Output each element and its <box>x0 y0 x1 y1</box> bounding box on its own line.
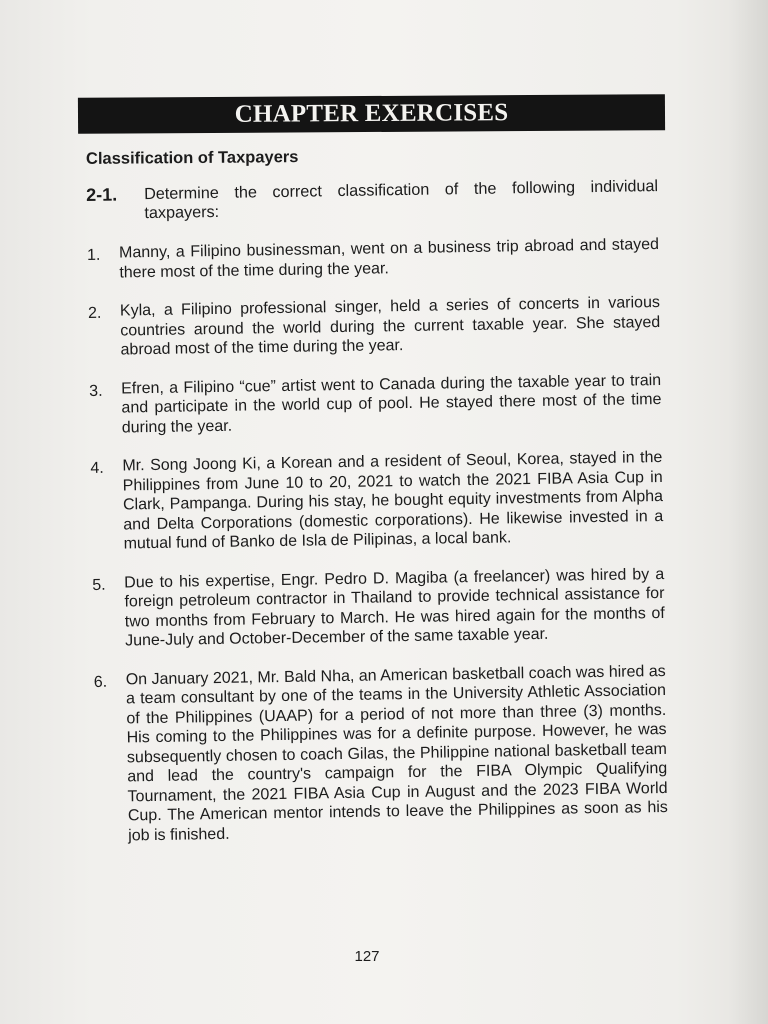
exercise-number: 2-1. <box>85 184 118 205</box>
item-text: Due to his expertise, Engr. Pedro D. Magiba (a freelancer) was hired by a foreign petroleum contractor in Thailand to provide technical assistance for two months from February to March. He was hired again for the months of June-July and October-December of the same taxable year. <box>124 565 665 650</box>
item-number: 4. <box>90 459 104 477</box>
list-item <box>92 564 665 651</box>
item-text: Mr. Song Joong Ki, a Korean and a resident of Seoul, Korea, stayed in the Philippines from June 10 to 20, 2021 to watch the 2021 FIBA Asia Cup in Clark, Pampanga. During his stay, he bought equity investments from Alpha and Delta Corporations (domestic corporations). He likewise invested in a mutual fund of Banko de Isla de Pilipinas, a local bank. <box>122 448 664 553</box>
section-heading: Classification of Taxpayers <box>85 148 299 168</box>
item-text: Manny, a Filipino businessman, went on a business trip abroad and stayed there most of the time during the year. <box>118 236 660 281</box>
chapter-title: CHAPTER EXERCISES <box>234 99 509 128</box>
exercise-intro <box>86 177 659 224</box>
list-item <box>89 370 662 437</box>
list-item <box>90 448 663 554</box>
page-edge-shadow <box>728 0 768 1024</box>
item-number: 5. <box>92 576 106 594</box>
list-item <box>94 661 669 845</box>
item-text: Efren, a Filipino “cue” artist went to Canada during the taxable year to train and participate in the world cup of pool. He stayed there most of the time during the year. <box>121 371 662 436</box>
chapter-title-banner <box>78 94 665 134</box>
list-item <box>88 293 661 360</box>
item-number: 6. <box>93 673 108 691</box>
exercise-content <box>86 177 669 865</box>
item-number: 3. <box>89 382 103 400</box>
list-item <box>87 235 660 283</box>
item-number: 1. <box>86 246 101 264</box>
exercise-prompt: Determine the correct classification of the following individual taxpayers: <box>143 177 659 223</box>
item-text: Kyla, a Filipino professional singer, held a series of concerts in various countries around the world during the current taxable year. She stayed abroad most of the time during the year. <box>119 294 661 359</box>
item-text: On January 2021, Mr. Bald Nha, an American basketball coach was hired as a team consultant by one of the teams in the University Athletic Association of the Philippines (UAAP) for a period of not more than three (3) months. His coming to the Philippines was for a definite purpose. However, he was subsequently chosen to coach Gilas, the Philippine national basketball team and lead the country's campaign for the FIBA Olympic Qualifying Tournament, the 2021 FIBA Asia Cup in August and the 2023 FIBA World Cup. The American mentor intends to leave the Philippines as soon as his job is finished. <box>125 662 668 844</box>
item-number: 2. <box>87 304 102 322</box>
page-number: 127 <box>354 948 380 965</box>
